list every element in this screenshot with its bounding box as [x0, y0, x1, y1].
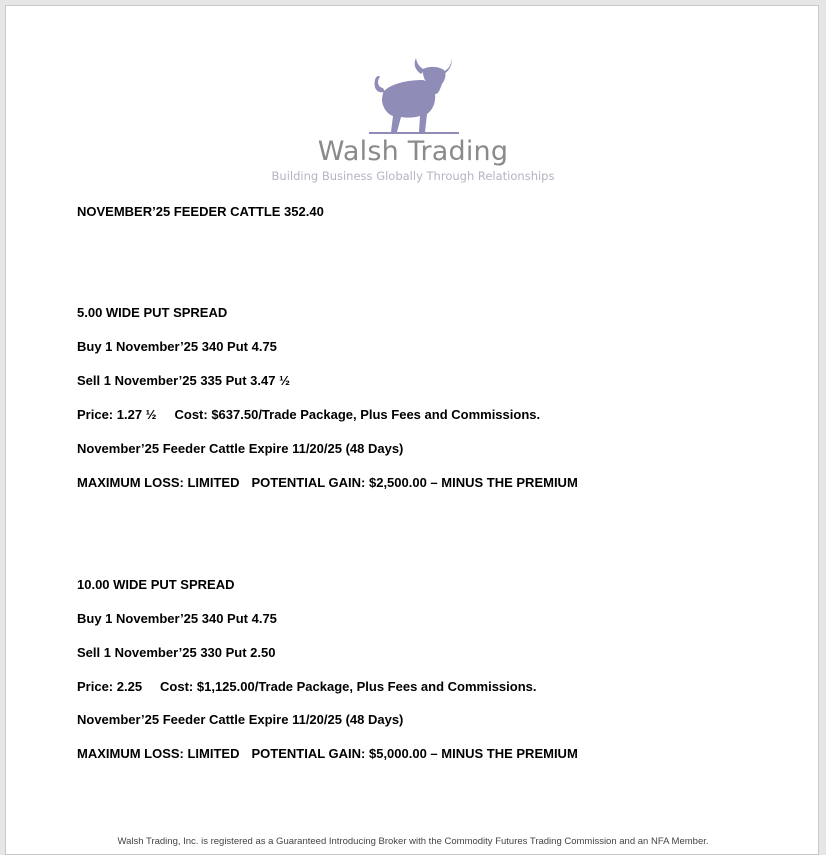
- brand-tagline: Building Business Globally Through Relationships: [271, 169, 555, 183]
- spread-1-title: 5.00 WIDE PUT SPREAD: [77, 305, 228, 320]
- spread-1-cost: Cost: $637.50/Trade Package, Plus Fees and Commissions.: [174, 407, 541, 422]
- spread-1-potential-gain: POTENTIAL GAIN: $2,500.00 – MINUS THE PREMIUM: [251, 475, 578, 490]
- spread-2-max-loss: MAXIMUM LOSS: LIMITED: [77, 746, 240, 761]
- bull-icon: [363, 56, 463, 134]
- spread-2-sell: Sell 1 November’25 330 Put 2.50: [77, 645, 276, 660]
- spread-2-potential-gain: POTENTIAL GAIN: $5,000.00 – MINUS THE PREMIUM: [251, 746, 578, 761]
- spread-1-sell: Sell 1 November’25 335 Put 3.47 ½: [77, 373, 290, 388]
- spread-2-expire: November’25 Feeder Cattle Expire 11/20/25 (48 Days): [77, 712, 404, 727]
- spread-2-price-row: [77, 679, 537, 695]
- spread-2-title: 10.00 WIDE PUT SPREAD: [77, 577, 235, 592]
- document-page: [5, 5, 819, 855]
- spread-1-risk-row: [77, 475, 578, 491]
- spread-2-price: Price: 2.25: [77, 679, 143, 694]
- spread-1-price: Price: 1.27 ½: [77, 407, 157, 422]
- spread-1-buy: Buy 1 November’25 340 Put 4.75: [77, 339, 277, 354]
- spread-2-buy: Buy 1 November’25 340 Put 4.75: [77, 611, 277, 626]
- spread-1-price-row: [77, 407, 540, 423]
- spread-1-max-loss: MAXIMUM LOSS: LIMITED: [77, 475, 240, 490]
- headline: NOVEMBER’25 FEEDER CATTLE 352.40: [77, 204, 324, 219]
- brand-name: Walsh Trading: [317, 136, 509, 167]
- spread-1-expire: November’25 Feeder Cattle Expire 11/20/25 (48 Days): [77, 441, 404, 456]
- disclaimer-footer: Walsh Trading, Inc. is registered as a Guaranteed Introducing Broker with the Commodity Futures Trading Commission and an NFA Member.: [117, 836, 709, 847]
- company-logo: [6, 56, 820, 184]
- spread-2-risk-row: [77, 746, 578, 762]
- spread-2-cost: Cost: $1,125.00/Trade Package, Plus Fees and Commissions.: [160, 679, 537, 694]
